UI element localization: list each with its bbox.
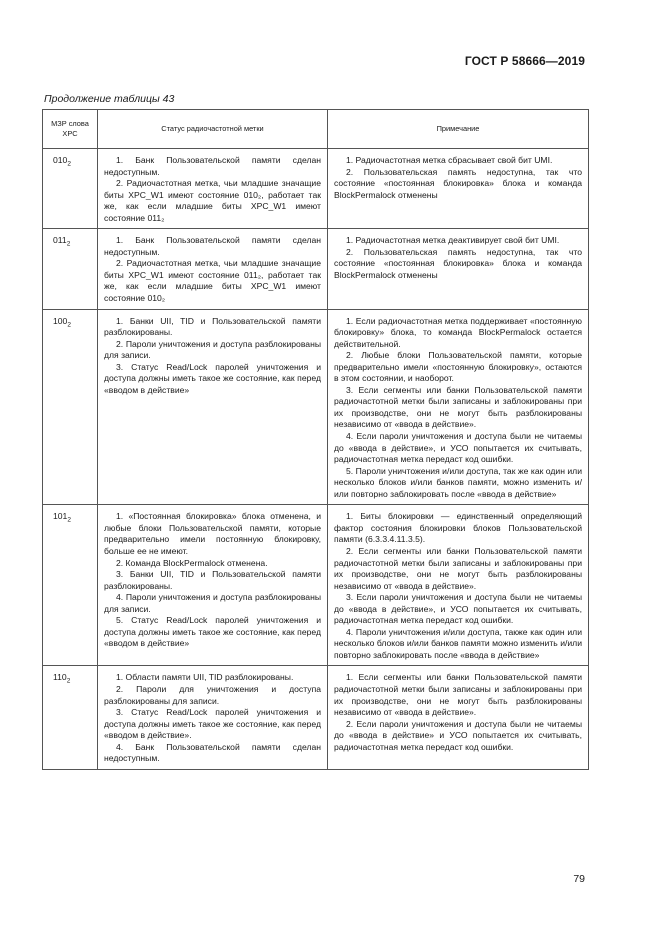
page-number: 79 bbox=[573, 873, 585, 885]
row-note bbox=[328, 666, 589, 769]
row-code-subscript: 2 bbox=[66, 678, 71, 686]
column-header-status: Статус радиочастотной метки bbox=[98, 110, 328, 149]
note-paragraph: 2. Пользовательская память недоступна, так что состояние «постоянная блокировка» блока и команда BlockPermalock отменены bbox=[334, 166, 582, 200]
row-code bbox=[43, 666, 98, 769]
row-note bbox=[328, 309, 589, 505]
table-row bbox=[43, 309, 589, 505]
row-code-base: 110 bbox=[53, 672, 67, 683]
status-paragraph: 3. Статус Read/Lock паролей уничтожения и доступа должны иметь такое же состояние, как перед «вводом в действие». bbox=[104, 707, 321, 741]
status-paragraph: 3. Статус Read/Lock паролей уничтожения и доступа должны иметь такое же состояние, как перед «вводом в действие» bbox=[104, 361, 321, 395]
status-paragraph: 2. Команда BlockPermalock отменена. bbox=[116, 557, 268, 568]
row-status bbox=[98, 505, 328, 666]
column-header-code: МЗР слова XPC bbox=[43, 110, 98, 149]
row-code-base: 100 bbox=[53, 315, 68, 326]
row-note bbox=[328, 505, 589, 666]
status-paragraph: 2. Пароли для уничтожения и доступа разблокированы для записи. bbox=[104, 683, 321, 706]
note-paragraph: 4. Пароли уничтожения и/или доступа, также как один или несколько блоков и/или банков памяти можно изменить и/или повторно заблокировать после «ввода в действие» bbox=[334, 626, 582, 660]
status-paragraph: 4. Пароли уничтожения и доступа разблокированы для записи. bbox=[104, 592, 321, 614]
status-paragraph: 4. Банк Пользовательской памяти сделан недоступным. bbox=[104, 741, 321, 764]
status-paragraph: 1. Области памяти UII, TID разблокированы. bbox=[116, 672, 294, 683]
row-code-base: 010 bbox=[53, 155, 68, 165]
status-paragraph: 1. «Постоянная блокировка» блока отменена, и любые блоки Пользовательской памяти, которые предварительно имели постоянную блокировку, больше ее не имеют. bbox=[104, 511, 321, 556]
row-code bbox=[43, 149, 98, 229]
note-paragraph: 1. Если радиочастотная метка поддерживает «постоянную блокировку» блока, то команда BlockPermalock остается действительной. bbox=[334, 315, 582, 349]
row-code-base: 011 bbox=[53, 235, 67, 246]
row-status bbox=[98, 149, 328, 229]
row-code-subscript: 2 bbox=[67, 321, 71, 329]
row-code bbox=[43, 505, 98, 666]
table-row bbox=[43, 149, 589, 229]
note-paragraph: 1. Радиочастотная метка сбрасывает свой бит UMI. bbox=[346, 155, 553, 165]
note-paragraph: 2. Если сегменты или банки Пользовательской памяти радиочастотной метки были записаны и заблокированы при их производстве, они не могут быть разблокированы независимо от «ввода в действие». bbox=[334, 545, 582, 591]
note-paragraph: 5. Пароли уничтожения и/или доступа, так же как один или несколько блоков и/или банков памяти, можно изменить и/или повторно заблокировать после «ввода в действие» bbox=[334, 465, 582, 499]
note-paragraph: 2. Любые блоки Пользовательской памяти, которые предварительно имели «постоянную блокировку», остаются в этом состоянии, и наоборот. bbox=[334, 350, 582, 384]
note-paragraph: 4. Если пароли уничтожения и доступа были не читаемы до «ввода в действие», и УСО попытается их считывать, радиочастотная метка передаст код ошибки. bbox=[334, 431, 582, 465]
status-paragraph: 2. Радиочастотная метка, чьи младшие значащие биты XPC_W1 имеют состояние 010₂, работает так же, как если младшие биты XPC_W1 имеют состояние 011₂ bbox=[104, 178, 321, 223]
table-caption: Продолжение таблицы 43 bbox=[44, 93, 175, 105]
column-header-note: Примечание bbox=[328, 110, 589, 149]
status-paragraph: 2. Радиочастотная метка, чьи младшие значащие биты XPC_W1 имеют состояние 011₂, работает так же, как если младшие биты XPC_W1 имеют состояние 010₂ bbox=[104, 258, 321, 304]
note-paragraph: 3. Если сегменты или банки Пользовательской памяти радиочастотной метки были записаны и заблокированы при их производстве, они не могут быть разблокированы независимо от «ввода в действие». bbox=[334, 384, 582, 430]
row-status bbox=[98, 666, 328, 769]
table-row bbox=[43, 229, 589, 309]
note-paragraph: 1. Радиочастотная метка деактивирует свой бит UMI. bbox=[346, 235, 560, 246]
row-code-subscript: 2 bbox=[66, 241, 71, 248]
row-code-subscript: 2 bbox=[67, 517, 71, 525]
status-paragraph: 1. Банк Пользовательской памяти сделан недоступным. bbox=[104, 155, 321, 177]
row-code bbox=[43, 229, 98, 309]
status-paragraph: 1. Банки UII, TID и Пользовательской памяти разблокированы. bbox=[104, 315, 321, 338]
row-code bbox=[43, 309, 98, 505]
row-status bbox=[98, 229, 328, 309]
table-row bbox=[43, 666, 589, 769]
note-paragraph: 1. Если сегменты или банки Пользовательской памяти радиочастотной метки были записаны и заблокированы при их производстве, они не могут быть разблокированы независимо от «ввода в действие». bbox=[334, 672, 582, 718]
data-table bbox=[42, 109, 589, 770]
standard-code: ГОСТ Р 58666—2019 bbox=[464, 54, 585, 68]
row-code-base: 101 bbox=[53, 511, 68, 522]
row-note bbox=[328, 149, 589, 229]
status-paragraph: 5. Статус Read/Lock паролей уничтожения и доступа должны иметь такое же состояние, как перед «вводом в действие» bbox=[104, 615, 321, 649]
status-paragraph: 1. Банк Пользовательской памяти сделан недоступным. bbox=[104, 235, 321, 257]
note-paragraph: 2. Пользовательская память недоступна, так что состояние «постоянная блокировка» блока и команда BlockPermalock отменены bbox=[334, 246, 582, 280]
table-header-row bbox=[43, 110, 589, 149]
status-paragraph: 2. Пароли уничтожения и доступа разблокированы для записи. bbox=[104, 338, 321, 361]
row-status bbox=[98, 309, 328, 505]
note-paragraph: 1. Биты блокировки — единственный определяющий фактор состояния блокировки блоков Пользовательской памяти (6.3.3.4.11.3.5). bbox=[334, 511, 582, 545]
row-note bbox=[328, 229, 589, 309]
status-paragraph: 3. Банки UII, TID и Пользовательской памяти разблокированы. bbox=[104, 569, 321, 591]
note-paragraph: 3. Если пароли уничтожения и доступа были не читаемы до «ввода в действие», и УСО попытается их считывать, радиочастотная метка передаст код ошибки. bbox=[334, 592, 582, 626]
note-paragraph: 2. Если пароли уничтожения и доступа были не читаемы до «ввода в действие» и УСО попытается их считывать, радиочастотная метка передаст код ошибки. bbox=[334, 718, 582, 752]
row-code-subscript: 2 bbox=[67, 160, 71, 168]
table-row bbox=[43, 505, 589, 666]
